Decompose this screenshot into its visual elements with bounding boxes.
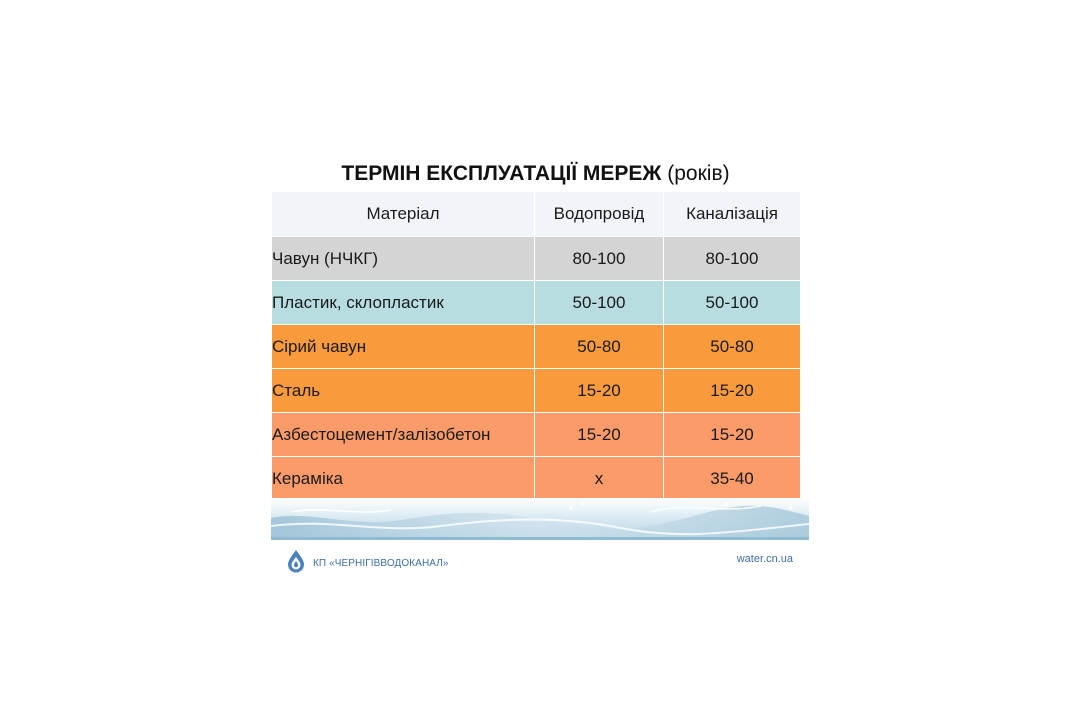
water-supply-cell: x — [535, 457, 664, 501]
page-title — [271, 162, 800, 186]
material-cell: Кераміка — [272, 457, 535, 501]
material-cell: Чавун (НЧКГ) — [272, 237, 535, 281]
sewerage-cell: 15-20 — [664, 369, 801, 413]
sewerage-cell: 50-80 — [664, 325, 801, 369]
table-row — [272, 413, 801, 457]
table-header-row — [272, 192, 801, 237]
material-cell: Пластик, склопластик — [272, 281, 535, 325]
sewerage-cell: 35-40 — [664, 457, 801, 501]
header-sewerage: Каналізація — [664, 192, 801, 237]
water-supply-cell: 15-20 — [535, 413, 664, 457]
table-row — [272, 457, 801, 501]
material-cell: Сталь — [272, 369, 535, 413]
water-supply-cell: 50-80 — [535, 325, 664, 369]
title-suffix: (років) — [667, 162, 730, 185]
table-row — [272, 325, 801, 369]
water-supply-cell: 50-100 — [535, 281, 664, 325]
water-drop-icon — [286, 549, 306, 578]
sewerage-cell: 15-20 — [664, 413, 801, 457]
water-splash-banner — [271, 498, 809, 540]
table-row — [272, 369, 801, 413]
lifetime-table — [271, 191, 801, 501]
material-cell: Азбестоцемент/залізобетон — [272, 413, 535, 457]
footer-brand-name: КП «ЧЕРНІГІВВОДОКАНАЛ» — [313, 558, 449, 569]
footer-website: water.cn.ua — [736, 553, 793, 565]
table-row — [272, 281, 801, 325]
water-supply-cell: 80-100 — [535, 237, 664, 281]
sewerage-cell: 50-100 — [664, 281, 801, 325]
header-water-supply: Водопровід — [535, 192, 664, 237]
header-material: Матеріал — [272, 192, 535, 237]
sewerage-cell: 80-100 — [664, 237, 801, 281]
material-cell: Сірий чавун — [272, 325, 535, 369]
footer-brand — [286, 549, 449, 578]
table-row — [272, 237, 801, 281]
water-supply-cell: 15-20 — [535, 369, 664, 413]
title-main: ТЕРМІН ЕКСПЛУАТАЦІЇ МЕРЕЖ — [341, 162, 662, 185]
